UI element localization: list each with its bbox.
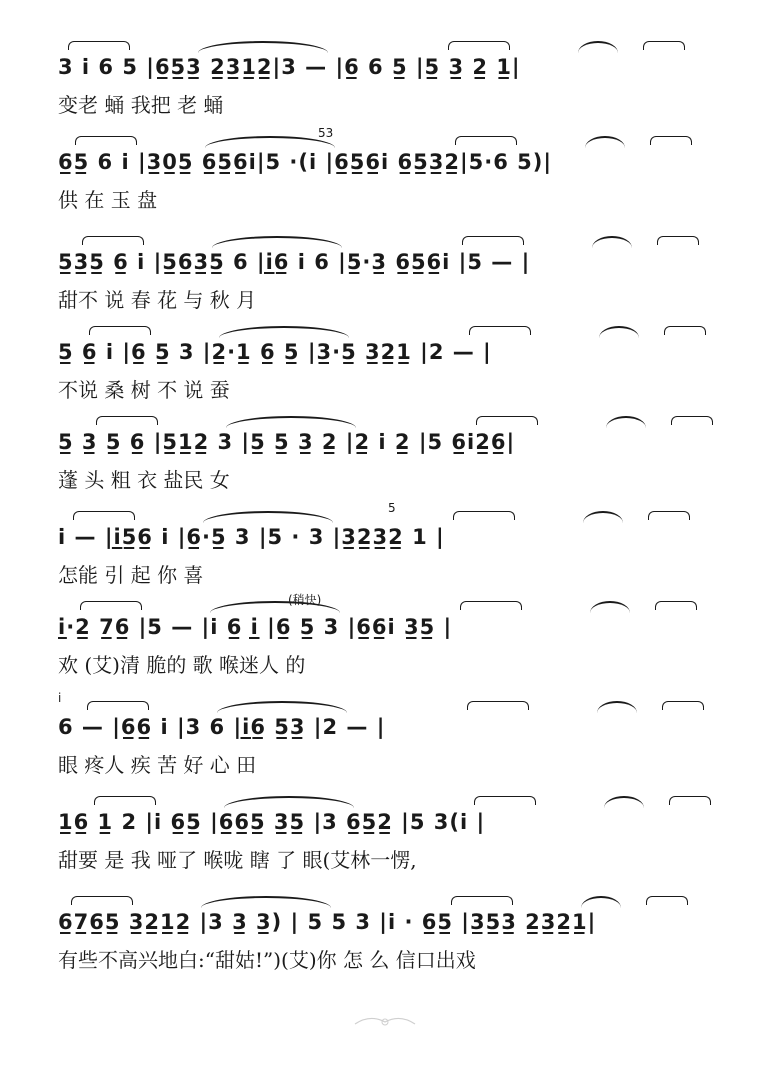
slur-arc <box>212 236 342 248</box>
tie-bracket <box>71 896 133 905</box>
tie-bracket <box>474 796 536 805</box>
tie-bracket <box>455 136 517 145</box>
lyrics-line: 甜不 说 春 花 与 秋 月 <box>58 288 257 312</box>
slur-arc <box>578 41 618 53</box>
tie-bracket <box>96 416 158 425</box>
tie-bracket <box>89 326 151 335</box>
notation-marker: (稍快) <box>288 593 322 607</box>
music-system-9 <box>58 782 698 892</box>
music-system-10 <box>58 882 698 992</box>
slur-arc <box>606 416 646 428</box>
notation-line: 3 i̇ 6 5 |6̲5̲3̲ 2̲3̲1̲2̲|3 — |6̲ 6 5̲ |5̲ 3̲ 2̲ 1̲| <box>58 55 521 79</box>
slur-arc <box>224 796 354 808</box>
tie-bracket <box>662 701 704 710</box>
slur-arc <box>205 136 335 148</box>
slur-arc <box>201 896 331 908</box>
slur-arc <box>592 236 632 248</box>
slur-arc <box>581 896 621 908</box>
tie-bracket <box>467 701 529 710</box>
notation-marker: 5 <box>388 501 396 515</box>
lyrics-line: 甜要 是 我 哑了 喉咙 瞎 了 眼(艾林一愣, <box>58 848 417 872</box>
notation-marker: i <box>58 691 62 705</box>
tie-bracket <box>453 511 515 520</box>
slur-arc <box>203 511 333 523</box>
notation-line: i̲·2̲ 7̲6̲ |5 — |i̇ 6̲ i̲ |6̲ 5̲ 3 |6̲6̲i̇ 3̲5̲ | <box>58 615 453 639</box>
tie-bracket <box>669 796 711 805</box>
tie-bracket <box>73 511 135 520</box>
tie-bracket <box>469 326 531 335</box>
tie-bracket <box>448 41 510 50</box>
tie-bracket <box>462 236 524 245</box>
lyrics-line: 不说 桑 树 不 说 蚕 <box>58 378 230 402</box>
music-system-2 <box>58 122 698 232</box>
music-system-7 <box>58 587 698 697</box>
tie-bracket <box>648 511 690 520</box>
notation-line: 5̲3̲5̲ 6̲ i̇ |5̲6̲3̲5̲ 6 |i̲6̲ i̇ 6 |5̲·3̲ 6̲5̲6̲i̇ |5 — | <box>58 250 531 274</box>
slur-arc <box>219 326 349 338</box>
notation-line: 5̲ 3̲ 5̲ 6̲ |5̲1̲2̲ 3 |5̲ 5̲ 3̲ 2̲ |2̲ i̇ 2̲ |5 6̲i̇2̲6̲| <box>58 430 516 454</box>
notation-marker: 53 <box>318 126 334 140</box>
music-system-1 <box>58 27 698 137</box>
tie-bracket <box>75 136 137 145</box>
notation-line: 5̲ 6̲ i̇ |6̲ 5̲ 3 |2̲·1̲ 6̲ 5̲ |3̲·5̲ 3̲2̲1̲ |2 — | <box>58 340 492 364</box>
notation-line: 6̲5̲ 6 i̇ |3̲0̲5̲ 6̲5̲6̲i̇|5 ·(i̇ |6̲5̲6̲i̇ 6̲5̲3̲2̲|5·6 5)| <box>58 150 553 174</box>
tie-bracket <box>655 601 697 610</box>
tie-bracket <box>80 601 142 610</box>
lyrics-line: 眼 疼人 疾 苦 好 心 田 <box>58 753 257 777</box>
slur-arc <box>599 326 639 338</box>
slur-arc <box>590 601 630 613</box>
notation-line: 6̲7̲6̲5̲ 3̲2̲1̲2̲ |3 3̲ 3̲) | 5 5 3 |i̇ · 6̲5̲ |3̲5̲3̲ 2̲3̲2̲1̲| <box>58 910 597 934</box>
lyrics-line: 蓬 头 粗 衣 盐民 女 <box>58 468 230 492</box>
slur-arc <box>585 136 625 148</box>
music-system-8 <box>58 687 698 797</box>
lyrics-line: 变老 蛹 我把 老 蛹 <box>58 93 224 117</box>
tie-bracket <box>643 41 685 50</box>
slur-arc <box>604 796 644 808</box>
lyrics-line: 欢 (艾)清 脆的 歌 喉迷人 的 <box>58 653 306 677</box>
tie-bracket <box>87 701 149 710</box>
lyrics-line: 怎能 引 起 你 喜 <box>58 563 204 587</box>
slur-arc <box>597 701 637 713</box>
notation-line: 6 — |6̲6̲ i̇ |3 6 |i̲6̲ 5̲3̲ |2 — | <box>58 715 386 739</box>
tie-bracket <box>646 896 688 905</box>
tie-bracket <box>460 601 522 610</box>
slur-arc <box>226 416 356 428</box>
lyrics-line: 供 在 玉 盘 <box>58 188 158 212</box>
notation-line: 1̲6̲ 1̲ 2 |i̇ 6̲5̲ |6̲6̲5̲ 3̲5̲ |3 6̲5̲2̲ |5 3(i̇ | <box>58 810 486 834</box>
tie-bracket <box>476 416 538 425</box>
tie-bracket <box>82 236 144 245</box>
tie-bracket <box>671 416 713 425</box>
slur-arc <box>198 41 328 53</box>
notation-line: i̇ — |i̲5̲6̲ i̇ |6̲·5̲ 3 |5 · 3 |3̲2̲3̲2̲ 1 | <box>58 525 445 549</box>
music-system-5 <box>58 402 698 512</box>
tie-bracket <box>664 326 706 335</box>
tie-bracket <box>68 41 130 50</box>
tie-bracket <box>657 236 699 245</box>
lyrics-line: 有些不高兴地白:“甜姑!”)(艾)你 怎 么 信口出戏 <box>58 948 476 972</box>
slur-arc <box>217 701 347 713</box>
tie-bracket <box>650 136 692 145</box>
tie-bracket <box>451 896 513 905</box>
tie-bracket <box>94 796 156 805</box>
slur-arc <box>583 511 623 523</box>
decorative-ornament-icon <box>350 1010 420 1034</box>
